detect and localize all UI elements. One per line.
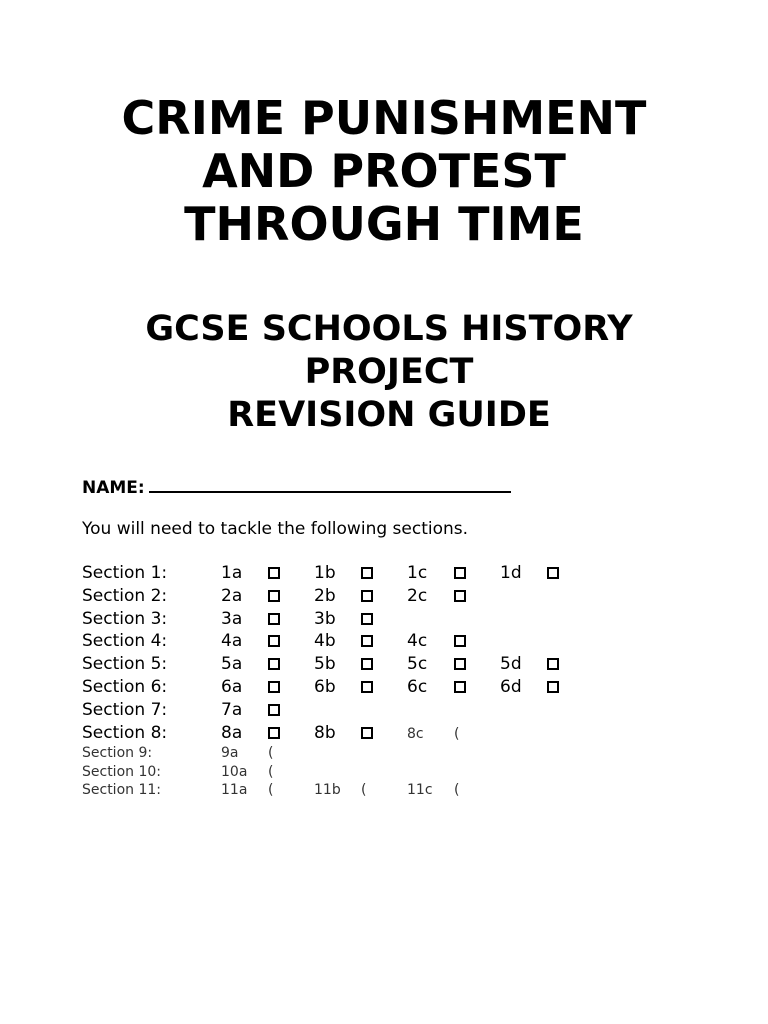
checkbox-icon[interactable] xyxy=(547,567,559,579)
section-row xyxy=(82,562,642,585)
item-code: 3b xyxy=(314,608,336,629)
section-label: Section 4: xyxy=(82,631,168,652)
section-label: Section 7: xyxy=(82,699,168,720)
item-code: 11b xyxy=(314,781,341,798)
subtitle-line-3: REVISION GUIDE xyxy=(227,395,551,435)
item-code: 3a xyxy=(221,608,243,629)
checkbox-placeholder[interactable]: ( xyxy=(454,781,460,798)
section-label: Section 8: xyxy=(82,722,168,743)
checkbox-icon[interactable] xyxy=(361,567,373,579)
section-item xyxy=(221,744,273,762)
name-label: NAME: xyxy=(82,478,145,498)
section-label: Section 10: xyxy=(82,763,161,780)
section-item xyxy=(221,585,280,608)
item-code: 1c xyxy=(407,563,428,583)
section-item xyxy=(407,653,466,676)
item-code: 11c xyxy=(407,781,433,798)
section-item xyxy=(314,562,373,585)
item-code: 2b xyxy=(314,585,336,606)
section-item xyxy=(221,781,273,799)
checkbox-icon[interactable] xyxy=(361,590,373,602)
item-code: 9a xyxy=(221,745,239,762)
item-code: 6c xyxy=(407,676,428,697)
item-code: 8c xyxy=(407,725,424,742)
checkbox-placeholder[interactable]: ( xyxy=(454,725,460,742)
checkbox-icon[interactable] xyxy=(454,658,466,670)
checkbox-placeholder[interactable]: ( xyxy=(361,781,367,798)
checkbox-icon[interactable] xyxy=(268,635,280,647)
section-item xyxy=(314,585,373,608)
item-code: 7a xyxy=(221,699,243,720)
title-line-2: AND PROTEST xyxy=(202,144,566,198)
section-item xyxy=(221,676,280,699)
section-item xyxy=(221,630,280,653)
checkbox-icon[interactable] xyxy=(361,727,373,739)
checkbox-icon[interactable] xyxy=(454,567,466,579)
checkbox-icon[interactable] xyxy=(454,681,466,693)
item-code: 2a xyxy=(221,585,243,606)
section-item xyxy=(500,676,559,699)
item-code: 5b xyxy=(314,654,336,675)
item-code: 5a xyxy=(221,654,243,675)
checkbox-icon[interactable] xyxy=(268,658,280,670)
section-row xyxy=(82,699,642,722)
section-row xyxy=(82,608,642,631)
document-title xyxy=(0,92,768,251)
checkbox-icon[interactable] xyxy=(361,658,373,670)
item-code: 1a xyxy=(221,563,243,583)
item-code: 10a xyxy=(221,763,248,780)
section-item xyxy=(314,653,373,676)
section-row xyxy=(82,722,642,745)
title-line-3: THROUGH TIME xyxy=(184,197,584,251)
name-blank-line[interactable] xyxy=(149,476,511,493)
section-label: Section 1: xyxy=(82,563,168,583)
checkbox-icon[interactable] xyxy=(268,613,280,625)
section-row xyxy=(82,676,642,699)
checkbox-icon[interactable] xyxy=(547,658,559,670)
item-code: 6b xyxy=(314,676,336,697)
section-item xyxy=(500,562,559,585)
checkbox-icon[interactable] xyxy=(268,681,280,693)
item-code: 5d xyxy=(500,654,522,675)
section-item xyxy=(407,630,466,653)
section-item xyxy=(407,562,466,585)
section-item xyxy=(221,699,280,722)
checkbox-icon[interactable] xyxy=(361,613,373,625)
section-item xyxy=(407,676,466,699)
section-item xyxy=(221,653,280,676)
section-item xyxy=(221,722,280,745)
section-label: Section 3: xyxy=(82,608,168,629)
item-code: 1b xyxy=(314,563,336,583)
checkbox-icon[interactable] xyxy=(454,635,466,647)
item-code: 11a xyxy=(221,781,248,798)
name-field-row xyxy=(82,476,511,498)
checkbox-placeholder[interactable]: ( xyxy=(268,763,274,780)
checkbox-icon[interactable] xyxy=(361,635,373,647)
subtitle-line-2: PROJECT xyxy=(304,352,474,392)
section-label: Section 2: xyxy=(82,585,168,606)
item-code: 8b xyxy=(314,722,336,743)
checkbox-icon[interactable] xyxy=(268,567,280,579)
item-code: 8a xyxy=(221,722,243,743)
checkbox-icon[interactable] xyxy=(454,590,466,602)
item-code: 4b xyxy=(314,631,336,652)
section-item xyxy=(221,763,273,781)
section-item xyxy=(500,653,559,676)
document-subtitle xyxy=(0,308,768,437)
section-item xyxy=(221,562,280,585)
section-row xyxy=(82,744,642,762)
item-code: 6a xyxy=(221,676,243,697)
section-item xyxy=(314,630,373,653)
checkbox-placeholder[interactable]: ( xyxy=(268,781,274,798)
sections-checklist xyxy=(82,562,642,799)
item-code: 5c xyxy=(407,654,428,675)
title-line-1: CRIME PUNISHMENT xyxy=(121,91,647,145)
section-row xyxy=(82,630,642,653)
section-row xyxy=(82,781,642,799)
section-item xyxy=(314,722,373,745)
section-item xyxy=(221,608,280,631)
section-item xyxy=(407,781,459,799)
section-row xyxy=(82,763,642,781)
item-code: 4a xyxy=(221,631,243,652)
checkbox-icon[interactable] xyxy=(361,681,373,693)
checkbox-icon[interactable] xyxy=(268,590,280,602)
checkbox-icon[interactable] xyxy=(268,727,280,739)
section-row xyxy=(82,585,642,608)
section-row xyxy=(82,653,642,676)
checkbox-icon[interactable] xyxy=(547,681,559,693)
item-code: 4c xyxy=(407,631,428,652)
section-label: Section 11: xyxy=(82,781,161,798)
checkbox-placeholder[interactable]: ( xyxy=(268,745,274,762)
section-label: Section 9: xyxy=(82,745,153,762)
section-label: Section 5: xyxy=(82,654,168,675)
instructions-text: You will need to tackle the following sections. xyxy=(82,519,469,539)
section-item xyxy=(407,722,459,746)
item-code: 1d xyxy=(500,563,522,583)
section-item xyxy=(314,781,366,799)
checkbox-icon[interactable] xyxy=(268,704,280,716)
section-item xyxy=(314,608,373,631)
item-code: 6d xyxy=(500,676,522,697)
item-code: 2c xyxy=(407,585,428,606)
section-item xyxy=(314,676,373,699)
section-label: Section 6: xyxy=(82,676,168,697)
subtitle-line-1: GCSE SCHOOLS HISTORY xyxy=(145,309,633,349)
section-item xyxy=(407,585,466,608)
